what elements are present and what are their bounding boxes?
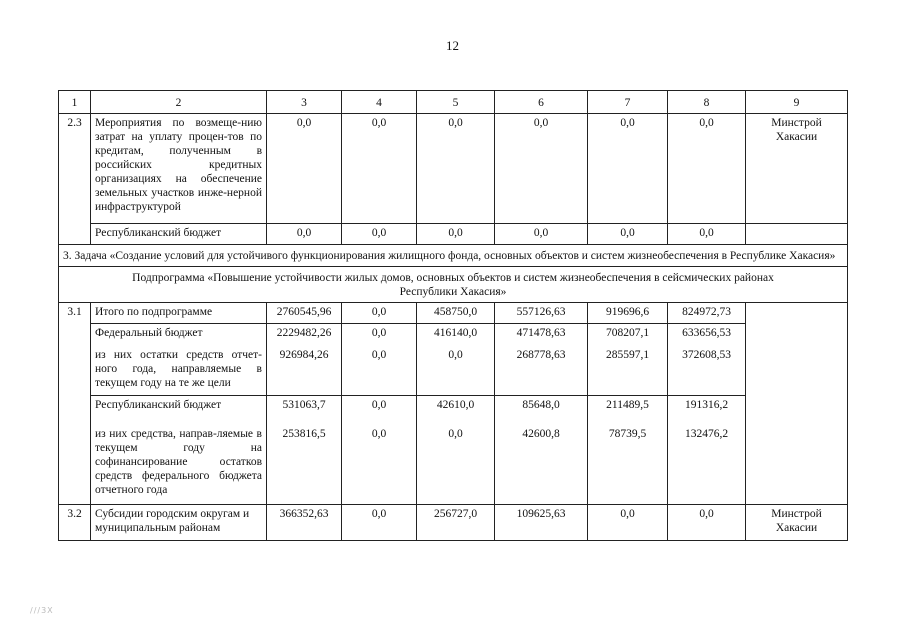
row-number: 3.2 — [59, 505, 91, 541]
header-cell: 3 — [267, 91, 342, 114]
value-cell: 0,0 — [495, 114, 588, 224]
value-cell: 0,0 — [588, 505, 668, 541]
responsible-cell: Минстрой Хакасии — [746, 114, 848, 224]
value-cell: 372608,53 — [668, 346, 746, 396]
value-cell: 708207,1 — [588, 324, 668, 346]
footer-mark: ///3Х — [30, 606, 54, 615]
value-cell: 191316,2 — [668, 396, 746, 425]
header-row — [59, 91, 848, 114]
value-cell: 2229482,26 — [267, 324, 342, 346]
row-number — [59, 396, 91, 425]
value-cell: 211489,5 — [588, 396, 668, 425]
value-cell: 0,0 — [342, 346, 417, 396]
value-cell: 0,0 — [342, 114, 417, 224]
value-cell: 0,0 — [495, 224, 588, 245]
table-row — [59, 396, 848, 425]
header-cell: 7 — [588, 91, 668, 114]
responsible-cell — [746, 425, 848, 505]
page-number: 12 — [446, 38, 459, 53]
row-number — [59, 324, 91, 346]
responsible-cell — [746, 396, 848, 425]
value-cell: 633656,53 — [668, 324, 746, 346]
table-row — [59, 114, 848, 224]
table-row — [59, 505, 848, 541]
value-cell: 926984,26 — [267, 346, 342, 396]
value-cell: 132476,2 — [668, 425, 746, 505]
value-cell: 458750,0 — [417, 303, 495, 324]
header-cell: 8 — [668, 91, 746, 114]
row-number: 3.1 — [59, 303, 91, 324]
value-cell: 78739,5 — [588, 425, 668, 505]
value-cell: 0,0 — [342, 224, 417, 245]
value-cell: 0,0 — [668, 114, 746, 224]
value-cell: 0,0 — [417, 425, 495, 505]
responsible-cell — [746, 303, 848, 324]
responsible-cell — [746, 224, 848, 245]
row-name: Республиканский бюджет — [91, 224, 267, 245]
row-number — [59, 346, 91, 396]
value-cell: 824972,73 — [668, 303, 746, 324]
value-cell: 471478,63 — [495, 324, 588, 346]
value-cell: 0,0 — [342, 324, 417, 346]
value-cell: 268778,63 — [495, 346, 588, 396]
value-cell: 85648,0 — [495, 396, 588, 425]
header-cell: 5 — [417, 91, 495, 114]
subprogram-text: Подпрограмма «Повышение устойчивости жилых домов, основных объектов и систем жизнеобеспечения в сейсмических районах Республики Хакасия» — [59, 267, 848, 303]
table-row — [59, 303, 848, 324]
table-row — [59, 324, 848, 346]
header-cell: 6 — [495, 91, 588, 114]
value-cell: 0,0 — [342, 396, 417, 425]
value-cell: 0,0 — [417, 346, 495, 396]
table-row — [59, 425, 848, 505]
value-cell: 42610,0 — [417, 396, 495, 425]
value-cell: 42600,8 — [495, 425, 588, 505]
row-name: из них средства, направ-ляемые в текущем году на софинансирование остатков средств федерального бюджета отчетного года — [91, 425, 267, 505]
row-name: Республиканский бюджет — [91, 396, 267, 425]
header-cell: 4 — [342, 91, 417, 114]
program-table — [58, 90, 848, 541]
row-number: 2.3 — [59, 114, 91, 245]
row-name: Мероприятия по возмеще-нию затрат на уплату процен-тов по кредитам, полученным в российских кредитных организациях на обеспечение земельных участков инже-нерной инфраструктурой — [91, 114, 267, 224]
table-row — [59, 346, 848, 396]
value-cell: 0,0 — [417, 224, 495, 245]
header-cell: 9 — [746, 91, 848, 114]
value-cell: 0,0 — [342, 425, 417, 505]
task-text: 3. Задача «Создание условий для устойчивого функционирования жилищного фонда, основных объектов и систем жизнеобеспечения в Республике Хакасия» — [59, 245, 848, 267]
value-cell: 0,0 — [342, 505, 417, 541]
value-cell: 109625,63 — [495, 505, 588, 541]
table-row — [59, 224, 848, 245]
value-cell: 285597,1 — [588, 346, 668, 396]
row-name: Итого по подпрограмме — [91, 303, 267, 324]
task-row — [59, 245, 848, 267]
value-cell: 416140,0 — [417, 324, 495, 346]
row-name: Федеральный бюджет — [91, 324, 267, 346]
value-cell: 256727,0 — [417, 505, 495, 541]
value-cell: 2760545,96 — [267, 303, 342, 324]
value-cell: 366352,63 — [267, 505, 342, 541]
value-cell: 919696,6 — [588, 303, 668, 324]
subprogram-row — [59, 267, 848, 303]
value-cell: 0,0 — [588, 224, 668, 245]
value-cell: 0,0 — [668, 224, 746, 245]
responsible-cell: Минстрой Хакасии — [746, 505, 848, 541]
row-name: из них остатки средств отчет-ного года, направляемые в текущем году на те же цели — [91, 346, 267, 396]
value-cell: 0,0 — [342, 303, 417, 324]
value-cell: 253816,5 — [267, 425, 342, 505]
responsible-cell — [746, 346, 848, 396]
value-cell: 0,0 — [417, 114, 495, 224]
value-cell: 531063,7 — [267, 396, 342, 425]
value-cell: 0,0 — [668, 505, 746, 541]
value-cell: 0,0 — [267, 114, 342, 224]
value-cell: 557126,63 — [495, 303, 588, 324]
header-cell: 2 — [91, 91, 267, 114]
header-cell: 1 — [59, 91, 91, 114]
value-cell: 0,0 — [588, 114, 668, 224]
responsible-cell — [746, 324, 848, 346]
value-cell: 0,0 — [267, 224, 342, 245]
row-number — [59, 425, 91, 505]
row-name: Субсидии городским округам и муниципальным районам — [91, 505, 267, 541]
